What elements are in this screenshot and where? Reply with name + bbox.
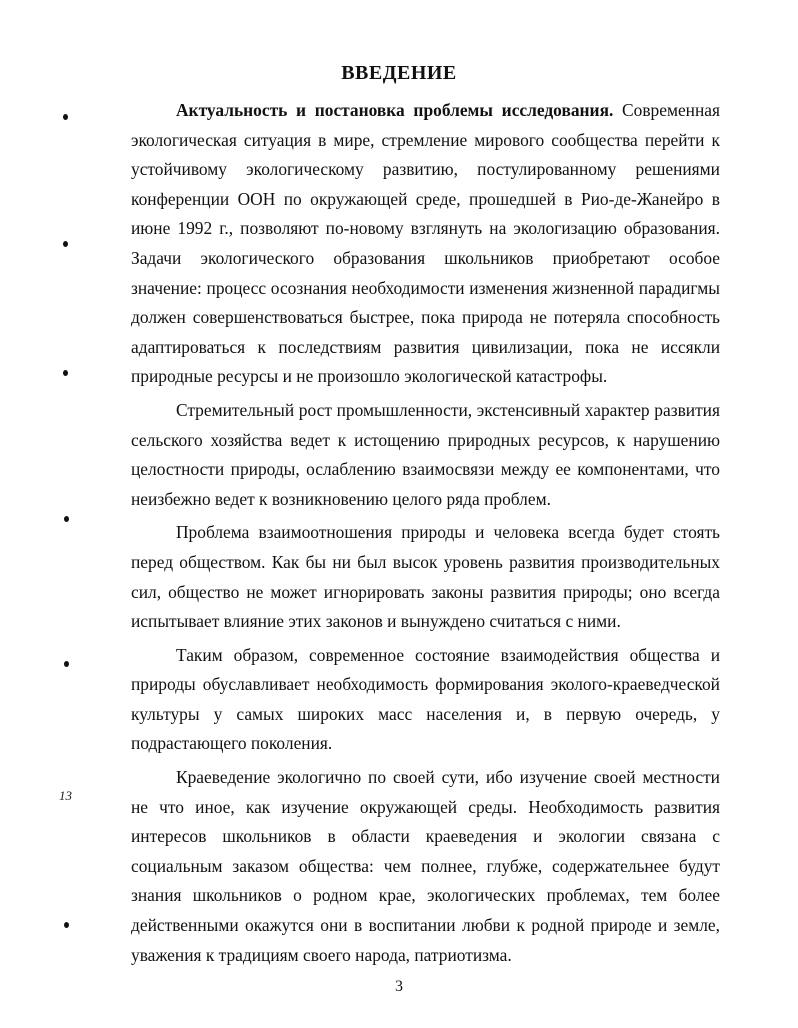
binding-hole-mark bbox=[64, 661, 69, 667]
binding-hole-mark bbox=[63, 114, 68, 120]
paragraph-5: Краеведение экологично по своей сути, ибо изучение своей местности не что иное, как изучение окружающей среды. Необходимость развития интересов школьников в области краеведения и экологии связана с социальным заказом общества: чем полнее, глубже, содержательнее будут знания школьников о родном крае, экологических проблемах, тем более действенными окажутся они в воспитании любви к родной природе и земле, уважения к традициям своего народа, патриотизма. bbox=[131, 767, 720, 965]
paragraph-4: Таким образом, современное состояние взаимодействия общества и природы обуславливает необходимость формирования эколого-краеведческой культуры у самых широких масс населения и, в первую очередь, у подрастающего поколения. bbox=[131, 644, 720, 754]
paragraph-1 bbox=[131, 96, 720, 392]
binding-hole-mark bbox=[63, 241, 68, 247]
page-title: ВВЕДЕНИЕ bbox=[341, 62, 457, 84]
margin-note: 13 bbox=[59, 788, 72, 803]
paragraph-1-text: Современная экологическая ситуация в мире, стремление мирового сообщества перейти к устойчивому экологическому развитию, постулированному решениями конференции ООН по окружающей среде, прошедшей в Рио-де-Жанейро в июне 1992 г., позволяют по-новому взглянуть на экологизацию образования. Задачи экологического образования школьников приобретают особое значение: процесс осознания необходимости изменения жизненной парадигмы должен совершенствоваться быстрее, пока природа не потеряла способность адаптироваться к последствиям развития цивилизации, пока не иссякли природные ресурсы и не произошло экологической катастрофы. bbox=[131, 100, 720, 387]
paragraph-1-lead: Актуальность и постановка проблемы исследования. bbox=[176, 100, 614, 120]
paragraph-2: Стремительный рост промышленности, экстенсивный характер развития сельского хозяйства ведет к истощению природных ресурсов, к нарушению целостности природы, ослаблению взаимосвязи между ее компонентами, что неизбежно ведет к возникновению целого ряда проблем. bbox=[131, 399, 720, 509]
binding-hole-mark bbox=[64, 922, 69, 928]
binding-hole-mark bbox=[63, 370, 68, 376]
page-number: 3 bbox=[395, 978, 403, 995]
paragraph-3: Проблема взаимоотношения природы и человека всегда будет стоять перед обществом. Как бы ни был высок уровень развития производительных сил, общество не может игнорировать законы развития природы; оно всегда испытывает влияние этих законов и вынуждено считаться с ними. bbox=[131, 522, 720, 632]
document-body bbox=[131, 96, 720, 974]
binding-hole-mark bbox=[64, 516, 69, 522]
